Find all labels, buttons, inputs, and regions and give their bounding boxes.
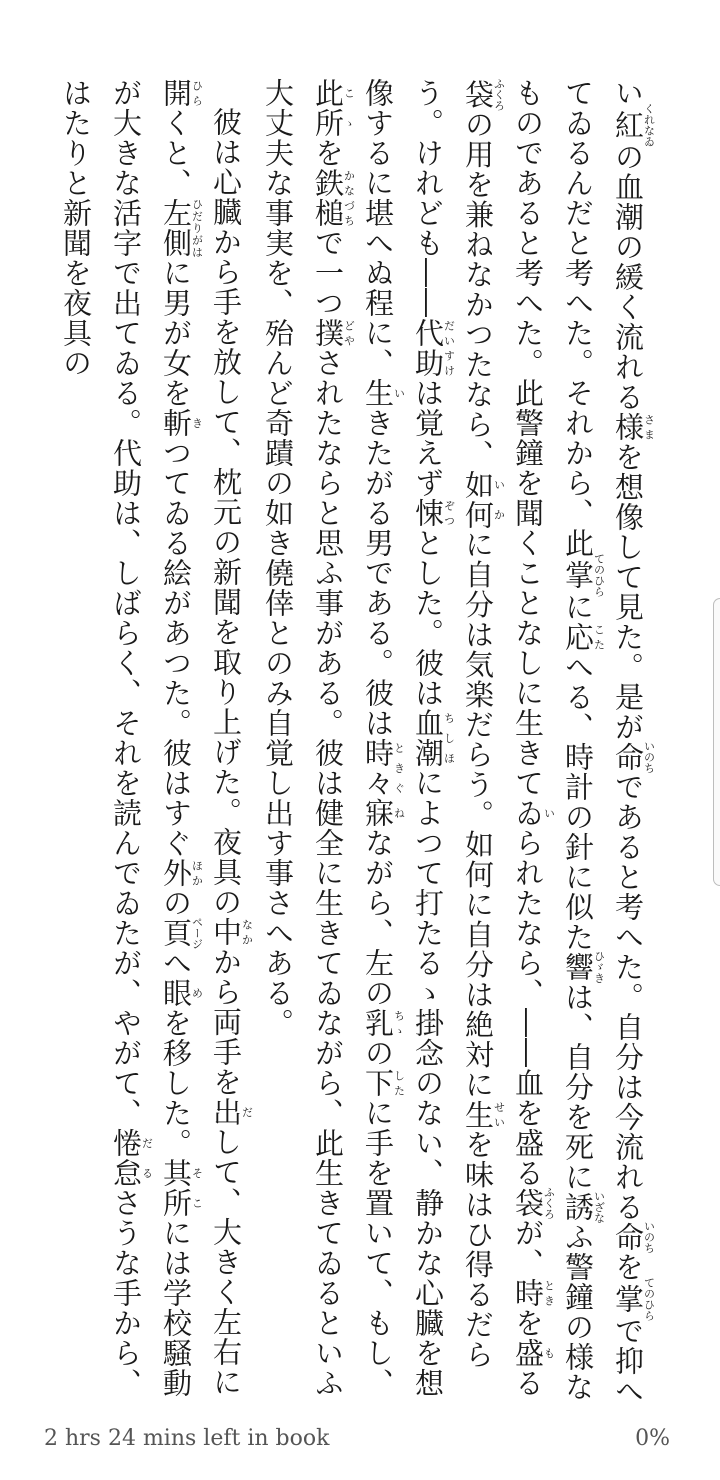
furigana: いざな: [592, 1190, 606, 1224]
ruby-base: 乳: [361, 1008, 395, 1038]
ruby-word: [311, 78, 356, 138]
ruby-word: [109, 1128, 154, 1188]
ruby-word: [209, 1097, 254, 1127]
furigana: てのひら: [642, 1277, 656, 1321]
text-run: とした。彼は: [411, 528, 445, 708]
ruby-base: 撲: [311, 318, 345, 348]
text-run: に: [561, 592, 595, 622]
ruby-word: [511, 1338, 556, 1368]
page-edge-handle[interactable]: [713, 598, 720, 886]
furigana: ふくろ: [542, 1186, 556, 1220]
ruby-base: 響: [561, 950, 595, 984]
ruby-base: 下: [361, 1068, 395, 1098]
text-run: を想像して見た。是が: [611, 442, 645, 742]
ruby-word: [561, 553, 606, 597]
furigana: ひら: [190, 78, 204, 108]
text-run: られたなら、――血を盛る: [511, 828, 545, 1188]
ruby-word: [361, 378, 406, 408]
ruby-word: [159, 1158, 204, 1218]
furigana: ちしほ: [442, 708, 456, 768]
ruby-base: 頁: [159, 916, 193, 950]
furigana: ひゞき: [592, 950, 606, 984]
ruby-base: 生: [361, 378, 395, 408]
text-run: に自分は気楽だらう。如何に自分は絶対に: [461, 529, 495, 1100]
reading-progress-footer: [0, 1416, 720, 1460]
furigana: てのひら: [592, 553, 606, 597]
text-run: つてゐる絵があつた。彼はすぐ: [159, 438, 193, 858]
ruby-word: [159, 78, 204, 108]
ruby-base: ゐ: [511, 798, 545, 828]
furigana: ひだりがは: [190, 198, 204, 258]
ruby-word: [159, 198, 204, 258]
furigana: いのち: [642, 740, 656, 774]
furigana: ほか: [190, 858, 204, 888]
furigana: い: [542, 798, 556, 828]
furigana: だる: [140, 1128, 154, 1188]
text-run: の: [159, 888, 193, 918]
ruby-base: 眼: [159, 978, 193, 1008]
ruby-word: [411, 318, 456, 378]
text-run: を移した。: [159, 1008, 193, 1158]
text-run: ながら、左の: [361, 828, 395, 1008]
ruby-base: 血潮: [411, 708, 445, 768]
text-run: に男が女を: [159, 258, 193, 408]
text-run: へる、時計の針に似た: [561, 652, 595, 952]
text-run: して、大きく左右に: [209, 1127, 243, 1397]
ruby-base: 誘: [561, 1190, 595, 1224]
time-left-in-book: 2 hrs 24 mins left in book: [44, 1426, 330, 1451]
text-run: へ: [159, 948, 193, 978]
progress-percent: 0%: [635, 1426, 670, 1451]
book-text-area[interactable]: [59, 78, 656, 1408]
ruby-word: [561, 1190, 606, 1224]
ruby-base: 悚: [411, 498, 445, 528]
ruby-base: 出: [209, 1097, 243, 1127]
furigana: ときぐ: [392, 738, 406, 798]
furigana: ちゝ: [392, 1008, 406, 1038]
furigana: こた: [592, 622, 606, 652]
text-run: に手を置いて、もし、: [361, 1098, 395, 1398]
ruby-base: 外: [159, 858, 193, 888]
ruby-base: 掌: [611, 1277, 645, 1321]
furigana: いのち: [642, 1220, 656, 1254]
ruby-word: [411, 498, 456, 528]
furigana: こゝ: [342, 78, 356, 138]
ruby-word: [511, 1278, 556, 1308]
furigana: も: [542, 1338, 556, 1368]
ruby-base: 如何: [461, 469, 495, 530]
text-run: の用を兼ねなかつたなら、: [461, 109, 495, 470]
ruby-word: [361, 1068, 406, 1098]
text-run: を: [311, 138, 345, 168]
ruby-base: 代助: [411, 318, 445, 378]
ruby-base: 掌: [561, 553, 595, 597]
furigana: き: [190, 408, 204, 438]
text-run: されたならと思ふ事がある。彼は健全に生きてゐながら、此生きてゐるといふ大丈夫な事実を、殆んど奇蹟の如き僥倖とのみ自覚し出す事さへある。: [261, 78, 345, 1398]
furigana: ね: [392, 798, 406, 828]
furigana: だいすけ: [442, 318, 456, 378]
ruby-base: 其所: [159, 1158, 193, 1218]
ruby-word: [561, 950, 606, 984]
ruby-base: 鉄槌: [311, 168, 345, 228]
text-run: は、自分を死に: [561, 982, 595, 1192]
ruby-word: [611, 103, 656, 147]
furigana: ぞつ: [442, 498, 456, 528]
text-run: で抑へてゐるんだと考へた。それから、此: [561, 78, 645, 1406]
ruby-base: 命: [611, 1220, 645, 1254]
furigana: なか: [240, 917, 254, 947]
furigana: だ: [240, 1097, 254, 1127]
ruby-base: 中: [209, 917, 243, 947]
ruby-word: [611, 1277, 656, 1321]
ruby-base: 様: [611, 412, 645, 442]
text-run: は覚えず: [411, 378, 445, 498]
ruby-base: 寐: [361, 798, 395, 828]
ruby-base: 此所: [311, 78, 345, 138]
text-run: から両手を: [209, 947, 243, 1097]
furigana: ページ: [190, 916, 204, 950]
ruby-base: 紅: [611, 103, 645, 147]
ruby-base: 惓怠: [109, 1128, 143, 1188]
text-run: の血潮の緩く流れる: [611, 142, 645, 412]
ruby-word: [311, 318, 356, 348]
ruby-word: [611, 740, 656, 774]
text-run: きたがる男である。彼は: [361, 408, 395, 738]
ruby-word: [611, 412, 656, 442]
ruby-word: [361, 738, 406, 798]
ruby-word: [209, 917, 254, 947]
ruby-word: [461, 469, 506, 530]
text-run: には学校騒動が大きな活字で出てゐる。代助は、しばらく、それを読んでゐたが、やがて、: [109, 78, 193, 1398]
text-run: によつて打たるゝ掛念のない、静かな心臓を想像するに堪へぬ程に、: [361, 78, 445, 1398]
furigana: とき: [542, 1278, 556, 1308]
ruby-word: [511, 798, 556, 828]
text-run: を: [611, 1252, 645, 1282]
furigana: した: [392, 1068, 406, 1098]
ruby-base: 盛: [511, 1338, 545, 1368]
text-run: い: [611, 78, 645, 108]
text-run: さうな手から、はたりと新聞を夜具の: [59, 78, 143, 1398]
furigana: い: [392, 378, 406, 408]
furigana: そこ: [190, 1158, 204, 1218]
book-paragraph: [51, 78, 253, 1408]
text-run: る: [511, 1368, 545, 1398]
furigana: かなづち: [342, 168, 356, 228]
ruby-word: [561, 622, 606, 652]
furigana: さま: [642, 412, 656, 442]
text-run: の: [361, 1038, 395, 1068]
text-run: を: [511, 1308, 545, 1338]
ruby-word: [611, 1220, 656, 1254]
ruby-base: 斬: [159, 408, 193, 438]
ruby-word: [159, 978, 204, 1008]
furigana: いか: [492, 469, 506, 530]
ruby-word: [159, 408, 204, 438]
ruby-word: [311, 168, 356, 228]
text-run: であると考へた。自分は今流れる: [611, 772, 645, 1222]
furigana: どや: [342, 318, 356, 348]
furigana: ふくろ: [492, 78, 506, 111]
book-paragraph: [253, 78, 655, 1408]
ruby-word: [159, 858, 204, 888]
ruby-base: 袋: [461, 78, 495, 111]
book-text: [51, 78, 655, 1408]
ruby-word: [511, 1186, 556, 1220]
ruby-word: [159, 916, 204, 950]
ruby-word: [361, 798, 406, 828]
furigana: くれなゐ: [642, 103, 656, 147]
ruby-base: 命: [611, 740, 645, 774]
furigana: せい: [492, 1099, 506, 1130]
ruby-base: 開: [159, 78, 193, 108]
ruby-word: [461, 78, 506, 111]
ruby-base: 応: [561, 622, 595, 652]
ruby-base: 袋: [511, 1186, 545, 1220]
text-run: を味はひ得るだらう。けれども――: [411, 78, 495, 1370]
text-run: で一つ: [311, 228, 345, 318]
ruby-base: 生: [461, 1099, 495, 1130]
text-run: くと、: [159, 108, 193, 198]
ruby-base: 左側: [159, 198, 193, 258]
ruby-word: [461, 1099, 506, 1130]
ruby-word: [361, 1008, 406, 1038]
furigana: め: [190, 978, 204, 1008]
text-run: ふ警鐘の様なものであると考へた。此警鐘を聞くことなしに生きて: [511, 78, 595, 1402]
text-run: が、: [511, 1218, 545, 1278]
ruby-base: 時: [511, 1278, 545, 1308]
ruby-word: [411, 708, 456, 768]
ruby-base: 時々: [361, 738, 395, 798]
text-run: 彼は心臓から手を放して、枕元の新聞を取り上げた。夜具の: [209, 107, 243, 917]
